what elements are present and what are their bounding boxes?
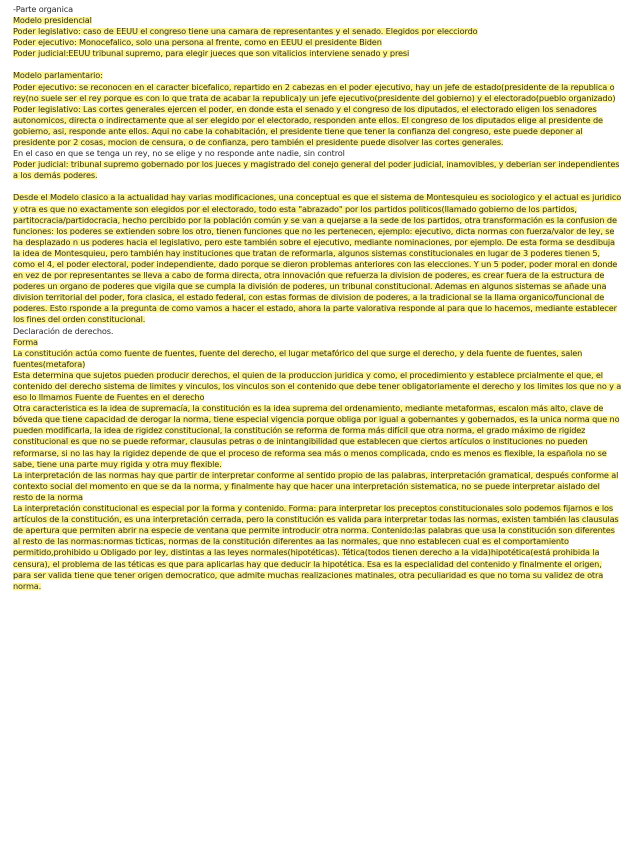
interpretacion-normas: La interpretación de las normas hay que partir de interpretar conforme al sentido propio de las palabras, interpretación gramatical, después conforme al contexto social del momento en que se da la norma, y finalmente hay que hacer una interpretación sistematica, no se puede interpretar aislado del resto de la norma [13, 469, 619, 502]
heading-forma: Forma [13, 336, 38, 347]
parlamentario-legislativo: Poder legislativo: Las cortes generales ejercen el poder, en donde esta el senado y el congreso de los diputados, el electorado eligen los senadores autonomicos, directa o indirectamente que al ser elegido por el electorado, responden ante ellos. El congreso de los diputados elige al presidente de gobierno, asi, responde ante ellos. Aqui no cabe la cohabitación, el presidente tiene que tener la confianza del congreso, este puede deponer al presidente por 2 cosas, mocion de censura, o de confianza, pero también el presidente puede disolver las cortes generales. [13, 103, 603, 148]
notes-title: -Parte organica [13, 4, 73, 14]
spacer [13, 181, 622, 192]
presidencial-legislativo: Poder legislativo: caso de EEUU el congreso tiene una camara de representantes y el senado. Elegidos por elecciordo [13, 26, 478, 37]
interpretacion-constitucional: La interpretación constitucional es especial por la forma y contenido. Forma: para interpretar los preceptos constitucionales solo podemos fijarnos e los artículos de la constitución, es una interpretación cerrada, pero la constitución es valida para interpretar todas las normas, existen también las clausulas de apertura que permiten abrir na especie de ventana que permite introducir otra norma. Contenido:las palabras que usa la constitución son diferentes al resto de las normas:normas ticticas, normas de la constitución diferentes aa las normales, que nno establecen cual es el comportamiento permitido,prohibido u Obligado por ley, distintas a las leyes normales(hipotéticas). Tética(todos tienen derecho a la vida)hipotética(está prohibida la censura), el problema de las téticas es que para aplicarlas hay que deducir la hipotética. Esa es la especialidad del contenido y finalmente el origen, para ser valida tiene que tener origen democratico, que admite muchas realizaciones matinales, otra peculiaridad es que no toma su validez de otra norma. [13, 503, 619, 591]
presidencial-ejecutivo: Poder ejecutivo: Monocefalico, solo una persona al frente, como en EEUU el presidente Biden [13, 37, 382, 48]
determina-sujetos: Esta determina que sujetos pueden producir derechos, el quien de la produccion juridica y como, el procedimiento y establece prcialmente el que, el contenido del derecho sistema de limites y vinculos, los vinculos son el contenido que debe tener obligatoriamente el derecho y los limites los que no y a eso lo llmamos Fuente de Fuentes en el derecho [13, 369, 622, 403]
parlamentario-ejecutivo: Poder ejecutivo: se reconocen en el caracter bicefalico, repartido en 2 cabezas en el poder ejecutivo, hay un jefe de estado(presidente de la republica o rey(no suele ser el rey porque es con lo que trata de acabar la republica)y un jefe ejecutivo(presidente del gobierno) y el electorado(pueblo organizado) [13, 81, 616, 103]
supremacia: Otra caracteristica es la idea de supremacía, la constitución es la idea suprema del ordenamiento, mediante metaformas, escalon más alto, clave de bóveda que tiene capacidad de derogar la norma, tiene especial vigencia porque obliga por igual a gobernantes y gobernados, es la unica norma que no pueden modificarla, la idea de rigidez constitucional, la constitución se reforma de forma más difícil que otra norma, el grado máximo de rigidez constitucional es que no se puede reformar, clausulas petras o de inintangibilidad que establecen que ciertos artículos o instituciones no pueden reformarse, si no las hay la rigidez depende de que el proceso de reforma sea más o menos complicada, cndo es menos es flexible, la española no se sabe, tiene una parte muy rigida y otra muy flexible. [13, 403, 620, 469]
heading-modelo-parlamentario: Modelo parlamentario: [13, 70, 103, 81]
desde-modelo-clasico: Desde el Modelo clasico a la actualidad hay varias modificaciones, una conceptual es que el sistema de Montesquieu es sociologico y el actual es juridico y otra es que no exactamente son elegidos por el electorado, todo esta "abrazado" por los partidos politicos(llamado gobierno de los partidos, partitocracia/partidocracia, hecho percibido por la población común y se van a quejarse a la sede de los partidos, otra transformación es la confusion de funciones: los poderes se extienden sobre los otro, tienen funciones que no les pertenecen, ejemplo: ejecutivo, dicta normas con fuerza/valor de ley, se ha desplazado n us poderes hacia el legislativo, pero este también sobre el ejecutivo, mediante nominaciones, por ejemplo. De esta forma se desdibuja la idea de Montesquieu, pero también hay instituciones que tratan de reformarla, algunos sistemas constitucionales en lugar de 3 poderes tienen 5, como el 4, el poder electoral, poder independiente, dado porque se dieron problemas anteriores con las elecciones. Y un 5 poder, poder moral en donde en vez de por representantes se lleva a cabo de forma directa, otra innovación que refuerza la division de poderes, es crear fuera de la estructura de poderes un organo de poderes que vigila que se cumpla la división de poderes, un tribunal constitucional. Ademas en algunos sistemas se añade una division territorial del poder, fora clasica, el estado federal, con estas formas de division de poderes, a la tradicional se la llama organico/funcional de poderes. Esto rsponde a la pregunta de como vamos a hacer el estado, ahora la parte valorativa responde al para que lo hacemos, mediante establecer los fines del orden constitucional. [13, 192, 622, 325]
heading-modelo-presidencial: Modelo presidencial [13, 15, 92, 26]
declaracion-derechos: Declaración de derechos. [13, 325, 114, 336]
parlamentario-judicial: Poder judicial: tribunal supremo gobernado por los jueces y magistrado del conejo general del poder judicial, inamovibles, y deberian ser independientes a los demás poderes. [13, 159, 620, 181]
fuente-de-fuentes: La constitución actúa como fuente de fuentes, fuente del derecho, el lugar metafórico del que surge el derecho, y dela fuente de fuentes, salen fuentes(metafora) [13, 347, 583, 369]
spacer [13, 59, 622, 70]
parlamentario-rey: En el caso en que se tenga un rey, no se elige y no responde ante nadie, sin control [13, 148, 345, 159]
presidencial-judicial: Poder judicial:EEUU tribunal supremo, para elegir jueces que son vitalicios interviene senado y presi [13, 48, 410, 59]
